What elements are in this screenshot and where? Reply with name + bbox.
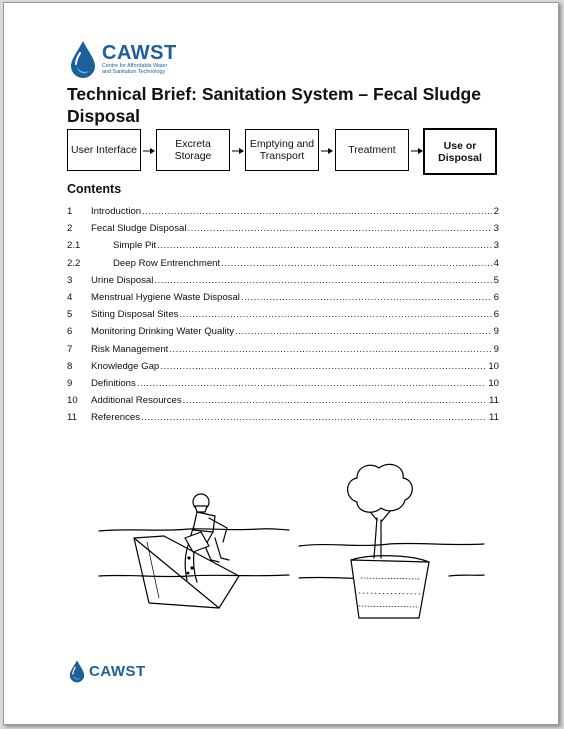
toc-title: Monitoring Drinking Water Quality — [91, 323, 235, 340]
logo-tagline-1: Centre for Affordable Water — [102, 63, 168, 69]
toc-page-number: 6 — [493, 291, 499, 303]
toc-entry[interactable] — [67, 220, 499, 237]
toc-title-leader — [91, 289, 492, 306]
toc-title-leader — [91, 409, 487, 426]
toc-number: 10 — [67, 395, 78, 407]
toc-title: Fecal Sludge Disposal — [91, 220, 187, 237]
flow-step-use-or-disposal: Use or Disposal — [423, 128, 497, 175]
footer-cawst-logo — [68, 659, 146, 683]
toc-page-number: 2 — [493, 206, 499, 217]
toc-title: Additional Resources — [91, 392, 183, 409]
toc-title-leader — [91, 375, 486, 392]
toc-title: Deep Row Entrenchment — [113, 255, 221, 272]
document-page — [3, 2, 559, 725]
toc-number: 4 — [67, 291, 73, 303]
toc-page-number: 10 — [488, 360, 499, 372]
water-drop-icon — [68, 39, 98, 79]
toc-title-leader — [91, 237, 492, 254]
toc-page-number: 5 — [493, 274, 499, 286]
toc-entry[interactable] — [67, 203, 499, 220]
toc-entry[interactable] — [67, 306, 499, 323]
toc-page-number: 3 — [493, 223, 499, 235]
toc-dot-leader — [137, 375, 487, 392]
arrow-right-icon — [143, 147, 155, 155]
toc-entry[interactable] — [67, 392, 499, 409]
table-of-contents — [67, 203, 499, 426]
toc-dot-leader — [154, 272, 491, 289]
toc-entry[interactable] — [67, 272, 499, 289]
flow-step-treatment: Treatment — [335, 129, 409, 171]
flow-step-emptying-transport: Emptying and Transport — [245, 129, 319, 171]
toc-entry[interactable] — [67, 289, 499, 306]
toc-title-leader — [91, 203, 492, 220]
toc-entry[interactable] — [67, 409, 499, 426]
sanitation-flow-diagram — [67, 129, 507, 177]
toc-title: Menstrual Hygiene Waste Disposal — [91, 289, 241, 306]
toc-entry[interactable] — [67, 237, 499, 254]
toc-dot-leader — [235, 323, 492, 340]
contents-heading: Contents — [67, 182, 122, 196]
document-title: Technical Brief: Sanitation System – Fecal Sludge Disposal — [67, 84, 481, 126]
toc-page-number: 9 — [493, 343, 499, 355]
footer-brand-name: CAWST — [89, 662, 146, 680]
toc-title-leader — [91, 220, 492, 237]
toc-number: 6 — [67, 326, 73, 338]
toc-title: References — [91, 409, 141, 426]
toc-title: Risk Management — [91, 341, 169, 358]
fecal-sludge-disposal-illustration — [89, 458, 489, 633]
toc-page-number: 4 — [493, 257, 499, 269]
toc-number: 2.2 — [67, 257, 81, 269]
toc-entry[interactable] — [67, 375, 499, 392]
toc-title-leader — [91, 341, 492, 358]
toc-title: Definitions — [91, 375, 137, 392]
toc-dot-leader — [160, 358, 486, 375]
toc-title: Siting Disposal Sites — [91, 306, 179, 323]
toc-page-number: 6 — [493, 309, 499, 321]
arrow-right-icon — [321, 147, 333, 155]
toc-title-leader — [91, 392, 487, 409]
toc-entry[interactable] — [67, 323, 499, 340]
toc-dot-leader — [169, 341, 491, 358]
toc-number: 8 — [67, 360, 73, 372]
logo-tagline-2: and Sanitation Technology — [102, 69, 166, 75]
toc-title-leader — [91, 306, 492, 323]
toc-number: 2.1 — [67, 240, 81, 252]
toc-dot-leader — [157, 237, 491, 254]
logo-text — [102, 43, 177, 75]
toc-dot-leader — [142, 203, 492, 220]
flow-step-user-interface: User Interface — [67, 129, 141, 171]
toc-title: Urine Disposal — [91, 272, 154, 289]
arrow-right-icon — [232, 147, 244, 155]
toc-number: 1 — [67, 206, 73, 217]
toc-dot-leader — [141, 409, 487, 426]
toc-number: 5 — [67, 309, 73, 321]
cawst-logo — [68, 39, 177, 79]
toc-page-number: 10 — [488, 377, 499, 389]
toc-number: 7 — [67, 343, 73, 355]
toc-title: Introduction — [91, 203, 142, 220]
toc-dot-leader — [183, 392, 487, 409]
water-drop-icon — [68, 659, 86, 683]
toc-number: 11 — [67, 412, 77, 424]
toc-title: Knowledge Gap — [91, 358, 160, 375]
toc-title-leader — [91, 358, 486, 375]
toc-dot-leader — [221, 255, 491, 272]
toc-entry[interactable] — [67, 341, 499, 358]
toc-title: Simple Pit — [113, 237, 157, 254]
toc-dot-leader — [187, 220, 491, 237]
toc-number: 9 — [67, 377, 73, 389]
toc-number: 3 — [67, 274, 73, 286]
toc-page-number: 3 — [493, 240, 499, 252]
flow-step-excreta-storage: Excreta Storage — [156, 129, 230, 171]
toc-dot-leader — [241, 289, 492, 306]
toc-dot-leader — [179, 306, 491, 323]
toc-number: 2 — [67, 223, 73, 235]
toc-title-leader — [91, 323, 492, 340]
toc-entry[interactable] — [67, 358, 499, 375]
toc-page-number: 11 — [489, 395, 499, 407]
logo-name: CAWST — [102, 42, 177, 64]
toc-page-number: 9 — [493, 326, 499, 338]
toc-entry[interactable] — [67, 255, 499, 272]
toc-page-number: 11 — [489, 412, 499, 424]
toc-title-leader — [91, 255, 492, 272]
arrow-right-icon — [411, 147, 423, 155]
toc-title-leader — [91, 272, 492, 289]
